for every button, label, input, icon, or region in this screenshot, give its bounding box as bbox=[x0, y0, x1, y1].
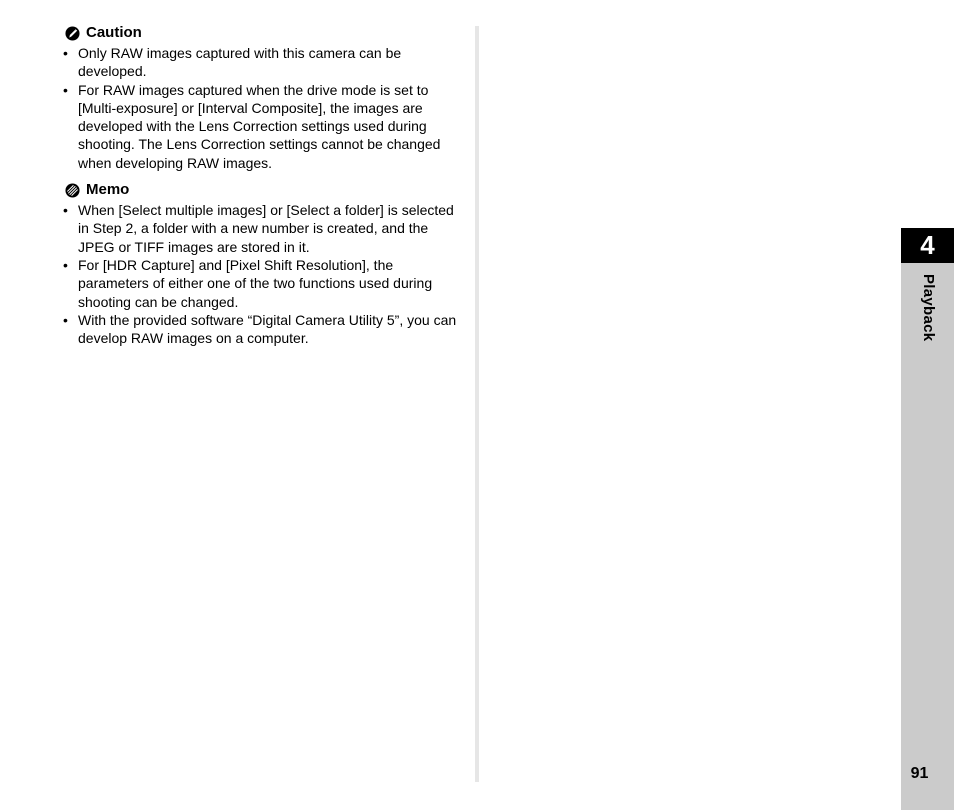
bullet: • bbox=[63, 256, 68, 273]
memo-icon bbox=[65, 183, 80, 198]
chapter-number: 4 bbox=[901, 228, 954, 263]
caution-icon bbox=[65, 26, 80, 41]
memo-title: Memo bbox=[86, 181, 130, 199]
left-column bbox=[63, 24, 461, 347]
list-item-text: For [HDR Capture] and [Pixel Shift Resolution], the parameters of either one of the two functions used during shooting can be changed. bbox=[78, 256, 433, 310]
bullet: • bbox=[63, 311, 68, 328]
caution-title: Caution bbox=[86, 24, 142, 41]
list-item bbox=[63, 81, 461, 172]
list-item bbox=[63, 311, 461, 348]
list-item-text: With the provided software “Digital Camera Utility 5”, you can develop RAW images on a computer. bbox=[78, 311, 457, 347]
memo-section bbox=[63, 181, 461, 347]
bullet: • bbox=[63, 81, 68, 98]
list-item-text: For RAW images captured when the drive mode is set to [Multi-exposure] or [Interval Composite], the images are developed with the Lens Correction settings used during shooting. The Lens Correction settings cannot be changed when developing RAW images. bbox=[78, 81, 441, 171]
list-item-text: Only RAW images captured with this camera can be developed. bbox=[78, 45, 402, 80]
list-item bbox=[63, 44, 461, 81]
chapter-title: Playback bbox=[920, 274, 937, 342]
list-item-text: When [Select multiple images] or [Select a folder] is selected in Step 2, a folder with a new number is created, and the JPEG or TIFF images are stored in it. bbox=[78, 202, 454, 255]
column-divider bbox=[475, 26, 479, 782]
bullet: • bbox=[63, 202, 68, 219]
caution-list bbox=[63, 44, 461, 172]
caution-heading bbox=[63, 24, 461, 42]
list-item bbox=[63, 256, 461, 311]
page-number: 91 bbox=[910, 765, 929, 782]
bullet: • bbox=[63, 45, 68, 61]
memo-heading bbox=[63, 181, 461, 199]
list-item bbox=[63, 201, 461, 256]
memo-list bbox=[63, 201, 461, 347]
caution-section bbox=[63, 24, 461, 172]
chapter-side-tab bbox=[901, 228, 954, 810]
